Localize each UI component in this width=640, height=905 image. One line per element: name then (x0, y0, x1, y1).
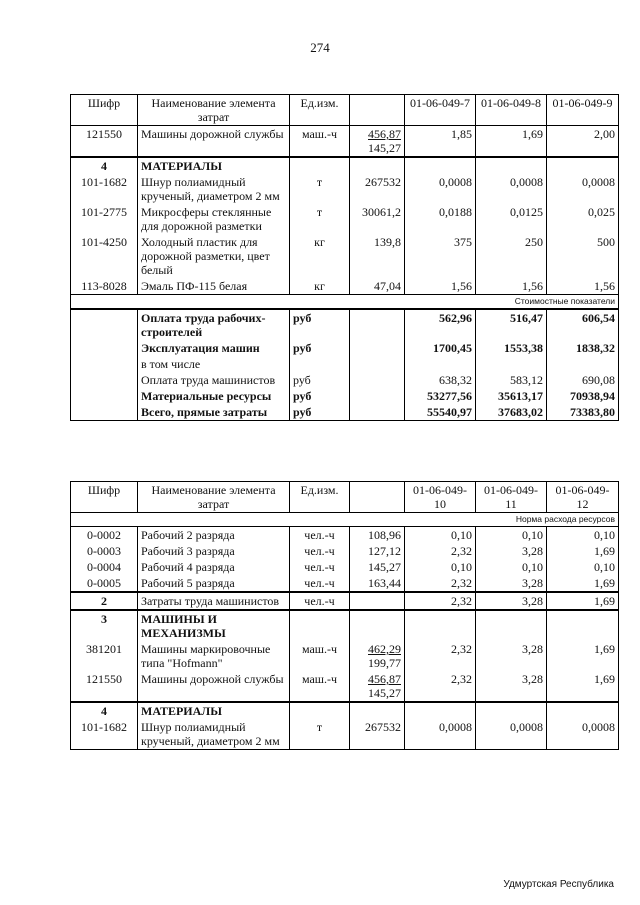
table-row (71, 592, 619, 610)
section-row (71, 157, 619, 174)
table1-header-row (71, 95, 619, 126)
row-value-1: 1,56 (405, 278, 476, 295)
table-row (71, 527, 619, 544)
cost-row (71, 340, 619, 356)
row-code: 2 (71, 592, 138, 610)
row-unit: маш.-ч (290, 671, 350, 702)
row-value-2: 0,0008 (476, 719, 547, 750)
row-name: Рабочий 2 разряда (138, 527, 290, 544)
section-code: 4 (71, 157, 138, 174)
table-row (71, 671, 619, 702)
price-wage: 145,27 (368, 141, 401, 155)
table-row (71, 126, 619, 158)
row-value-1: 0,10 (405, 527, 476, 544)
row-code: 121550 (71, 126, 138, 158)
row-price (350, 592, 405, 610)
cost-unit: руб (290, 404, 350, 421)
price-main: 462,29 (368, 642, 401, 656)
row-code: 101-4250 (71, 234, 138, 278)
cost-name: Эксплуатация машин (138, 340, 290, 356)
resource-table-1 (70, 94, 619, 421)
row-value-3: 1,69 (547, 592, 619, 610)
price-wage: 145,27 (368, 686, 401, 700)
row-price: 163,44 (350, 575, 405, 592)
cost-value-2: 583,12 (476, 372, 547, 388)
header-name: Наименование элемента затрат (138, 95, 290, 126)
header-unit: Ед.изм. (290, 95, 350, 126)
table-row (71, 174, 619, 204)
row-unit: т (290, 719, 350, 750)
header-code: Шифр (71, 95, 138, 126)
row-unit: маш.-ч (290, 641, 350, 671)
row-name: Рабочий 4 разряда (138, 559, 290, 575)
row-value-3: 1,56 (547, 278, 619, 295)
row-name: Эмаль ПФ-115 белая (138, 278, 290, 295)
cost-value-2: 37683,02 (476, 404, 547, 421)
row-unit: т (290, 174, 350, 204)
row-price: 145,27 (350, 559, 405, 575)
row-value-3: 1,69 (547, 671, 619, 702)
header-col-9: 01-06-049-9 (547, 95, 619, 126)
cost-name: в том числе (138, 356, 290, 372)
row-value-2: 3,28 (476, 641, 547, 671)
row-value-2: 0,0125 (476, 204, 547, 234)
section-code: 3 (71, 610, 138, 641)
header-name: Наименование элемента затрат (138, 482, 290, 513)
cost-name: Всего, прямые затраты (138, 404, 290, 421)
header-unit: Ед.изм. (290, 482, 350, 513)
row-value-3: 1,69 (547, 575, 619, 592)
row-value-2: 0,10 (476, 559, 547, 575)
row-name: Затраты труда машинистов (138, 592, 290, 610)
cost-row (71, 309, 619, 340)
cost-value-1: 562,96 (405, 309, 476, 340)
row-name: Машины маркировочные типа "Hofmann" (138, 641, 290, 671)
table-row (71, 575, 619, 592)
row-value-2: 3,28 (476, 671, 547, 702)
row-code: 0-0005 (71, 575, 138, 592)
cost-value-2: 516,47 (476, 309, 547, 340)
row-name: Рабочий 5 разряда (138, 575, 290, 592)
row-unit: чел.-ч (290, 543, 350, 559)
header-col-12: 01-06-049-12 (547, 482, 619, 513)
section-row (71, 610, 619, 641)
cost-value-3: 1838,32 (547, 340, 619, 356)
cost-value-3: 606,54 (547, 309, 619, 340)
row-value-2: 1,56 (476, 278, 547, 295)
cost-value-1: 1700,45 (405, 340, 476, 356)
row-value-2: 0,10 (476, 527, 547, 544)
table-row (71, 641, 619, 671)
table2-header-row (71, 482, 619, 513)
row-value-1: 2,32 (405, 671, 476, 702)
cost-name: Материальные ресурсы (138, 388, 290, 404)
row-price (350, 671, 405, 702)
footer-region: Удмуртская Республика (503, 879, 614, 890)
cost-row (71, 356, 619, 372)
price-main: 456,87 (368, 672, 401, 686)
cost-row (71, 388, 619, 404)
row-value-1: 2,32 (405, 575, 476, 592)
table-row (71, 719, 619, 750)
row-unit: чел.-ч (290, 575, 350, 592)
row-value-2: 0,0008 (476, 174, 547, 204)
cost-unit: руб (290, 388, 350, 404)
row-unit: маш.-ч (290, 126, 350, 158)
cost-value-1: 55540,97 (405, 404, 476, 421)
row-price (350, 641, 405, 671)
row-value-3: 1,69 (547, 543, 619, 559)
subheading-row (71, 513, 619, 527)
row-value-3: 500 (547, 234, 619, 278)
row-name: Шнур полиамидный крученый, диаметром 2 мм (138, 719, 290, 750)
header-price (350, 95, 405, 126)
row-price: 47,04 (350, 278, 405, 295)
row-value-3: 1,69 (547, 641, 619, 671)
row-value-2: 3,28 (476, 592, 547, 610)
table-row (71, 234, 619, 278)
row-price: 30061,2 (350, 204, 405, 234)
row-unit: чел.-ч (290, 559, 350, 575)
row-name: Микросферы стеклянные для дорожной разметки (138, 204, 290, 234)
page-number: 274 (310, 40, 330, 55)
row-price: 267532 (350, 174, 405, 204)
cost-indicators-subheading: Стоимостные показатели (71, 295, 619, 310)
row-code: 101-1682 (71, 174, 138, 204)
cost-name: Оплата труда машинистов (138, 372, 290, 388)
cost-value-3: 73383,80 (547, 404, 619, 421)
row-value-1: 2,32 (405, 592, 476, 610)
header-col-8: 01-06-049-8 (476, 95, 547, 126)
row-value-1: 1,85 (405, 126, 476, 158)
resource-norm-subheading: Норма расхода ресурсов (71, 513, 619, 527)
row-value-2: 3,28 (476, 575, 547, 592)
table-row (71, 204, 619, 234)
header-col-11: 01-06-049-11 (476, 482, 547, 513)
row-code: 0-0002 (71, 527, 138, 544)
row-name: Шнур полиамидный крученый, диаметром 2 мм (138, 174, 290, 204)
row-price: 108,96 (350, 527, 405, 544)
row-code: 121550 (71, 671, 138, 702)
cost-value-2: 1553,38 (476, 340, 547, 356)
section-title: МАТЕРИАЛЫ (138, 157, 290, 174)
row-value-2: 1,69 (476, 126, 547, 158)
cost-unit: руб (290, 340, 350, 356)
price-wage: 199,77 (368, 656, 401, 670)
row-price: 267532 (350, 719, 405, 750)
row-price: 127,12 (350, 543, 405, 559)
row-unit: т (290, 204, 350, 234)
section-title: МАТЕРИАЛЫ (138, 702, 290, 719)
row-name: Машины дорожной службы (138, 671, 290, 702)
row-name: Машины дорожной службы (138, 126, 290, 158)
cost-row (71, 404, 619, 421)
row-value-1: 0,10 (405, 559, 476, 575)
row-value-1: 375 (405, 234, 476, 278)
cost-unit: руб (290, 372, 350, 388)
row-value-1: 2,32 (405, 543, 476, 559)
row-value-3: 0,0008 (547, 719, 619, 750)
row-code: 101-2775 (71, 204, 138, 234)
subheading-row (71, 295, 619, 310)
row-value-1: 0,0008 (405, 719, 476, 750)
cost-value-3: 70938,94 (547, 388, 619, 404)
cost-unit: руб (290, 309, 350, 340)
row-value-3: 0,10 (547, 527, 619, 544)
header-price (350, 482, 405, 513)
price-main: 456,87 (368, 127, 401, 141)
cost-value-2: 35613,17 (476, 388, 547, 404)
row-name: Холодный пластик для дорожной разметки, цвет белый (138, 234, 290, 278)
row-value-3: 0,10 (547, 559, 619, 575)
table-row (71, 559, 619, 575)
row-code: 381201 (71, 641, 138, 671)
row-value-3: 0,0008 (547, 174, 619, 204)
row-value-1: 0,0008 (405, 174, 476, 204)
row-price (350, 126, 405, 158)
section-code: 4 (71, 702, 138, 719)
header-col-10: 01-06-049-10 (405, 482, 476, 513)
header-code: Шифр (71, 482, 138, 513)
cost-row (71, 372, 619, 388)
cost-value-1: 638,32 (405, 372, 476, 388)
row-code: 0-0003 (71, 543, 138, 559)
section-title: МАШИНЫ И МЕХАНИЗМЫ (138, 610, 290, 641)
row-unit: кг (290, 278, 350, 295)
row-value-1: 2,32 (405, 641, 476, 671)
row-unit: кг (290, 234, 350, 278)
table-row (71, 278, 619, 295)
row-code: 0-0004 (71, 559, 138, 575)
row-price: 139,8 (350, 234, 405, 278)
row-value-2: 3,28 (476, 543, 547, 559)
cost-value-3: 690,08 (547, 372, 619, 388)
row-code: 101-1682 (71, 719, 138, 750)
cost-value-1: 53277,56 (405, 388, 476, 404)
row-value-3: 2,00 (547, 126, 619, 158)
row-code: 113-8028 (71, 278, 138, 295)
row-value-1: 0,0188 (405, 204, 476, 234)
row-name: Рабочий 3 разряда (138, 543, 290, 559)
section-row (71, 702, 619, 719)
table-row (71, 543, 619, 559)
resource-table-2 (70, 481, 619, 750)
row-value-3: 0,025 (547, 204, 619, 234)
row-unit: чел.-ч (290, 527, 350, 544)
header-col-7: 01-06-049-7 (405, 95, 476, 126)
row-value-2: 250 (476, 234, 547, 278)
cost-name: Оплата труда рабочих-строителей (138, 309, 290, 340)
row-unit: чел.-ч (290, 592, 350, 610)
